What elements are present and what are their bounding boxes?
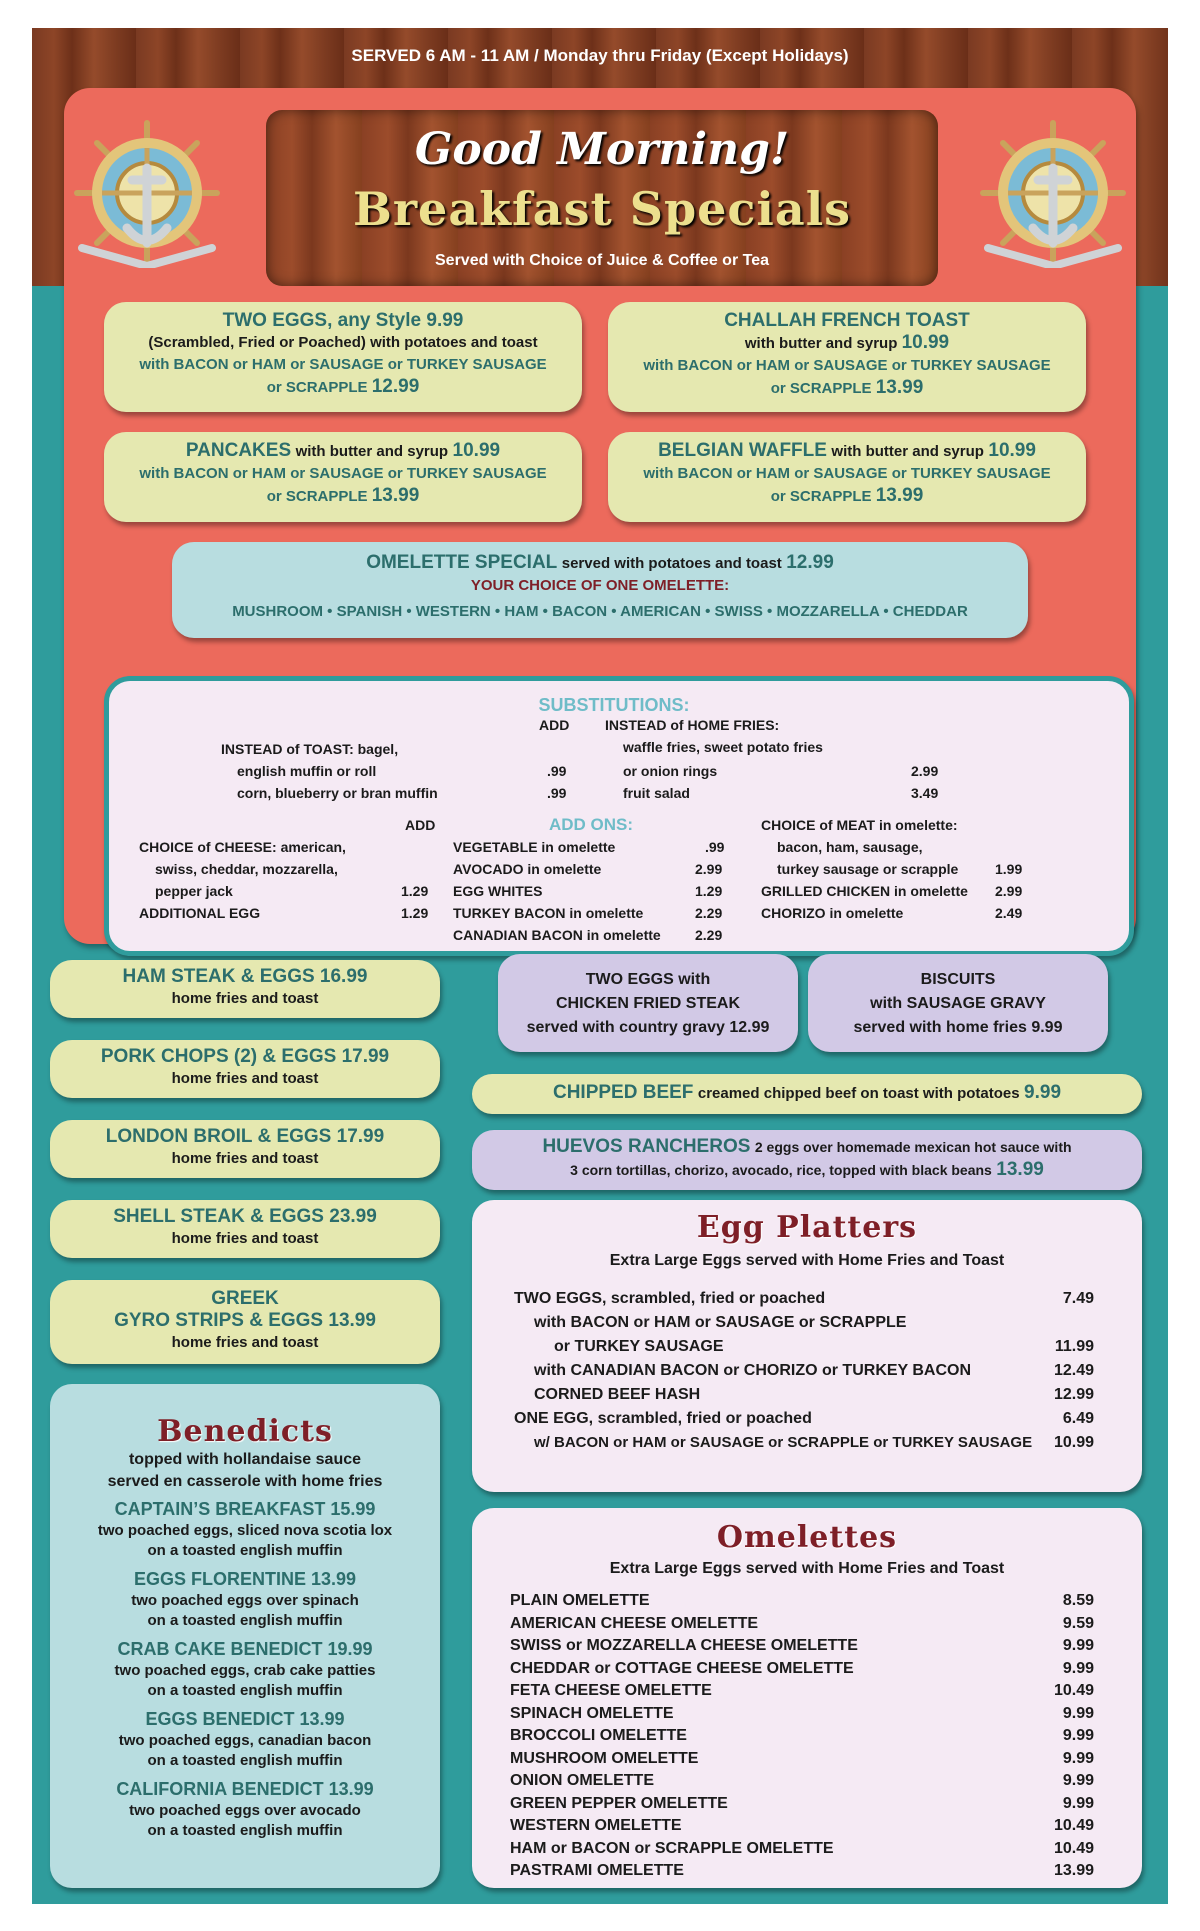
benedicts-sub-1: topped with hollandaise sauce [128,1451,362,1468]
cheese-3: pepper jack [155,883,233,899]
huevos-desc-2: 3 corn tortillas, chorizo, avocado, rice, topped with black beans [570,1162,992,1178]
pork-chops-desc: home fries and toast [171,1070,319,1087]
platter-price: 12.99 [1053,1386,1094,1403]
platter-row: TWO EGGS, scrambled, fried or poached [514,1290,826,1307]
breakfast-specials-title: Breakfast Specials [352,182,852,236]
cfs-line-2: CHICKEN FRIED STEAK [555,995,740,1012]
subst-fries-1: INSTEAD of HOME FRIES: [605,717,780,733]
benedict-desc-2: on a toasted english muffin [147,1752,343,1769]
subst-fries-4-price: 3.49 [911,785,939,801]
platter-row: with BACON or HAM or SAUSAGE or SCRAPPLE [534,1314,907,1331]
omelette-row: GREEN PEPPER OMELETTE [510,1794,728,1812]
addon-chorizo-price: 2.49 [995,905,1023,921]
egg-platters-title: Egg Platters [696,1210,918,1245]
benedict-desc-2: on a toasted english muffin [147,1682,343,1699]
two-eggs-meat-price: 12.99 [371,376,420,397]
gyro-name-1: GREEK [211,1288,279,1309]
benedict-name: CALIFORNIA BENEDICT 13.99 [116,1779,374,1799]
meat-3-price: 1.99 [995,861,1023,877]
addon-chicken: GRILLED CHICKEN in omelette [761,883,968,899]
omelettes-box [472,1508,1142,1888]
benedict-desc-1: two poached eggs over avocado [129,1802,361,1819]
menu-frame [32,28,1168,1904]
two-eggs-price: 9.99 [426,310,464,331]
subst-fries-3-price: 2.99 [911,763,939,779]
omelette-price: 9.99 [1062,1772,1094,1789]
omelette-row: ONION OMELETTE [510,1772,654,1789]
platter-price: 6.49 [1062,1410,1094,1427]
ship-wheel-anchor-icon [72,118,222,268]
pancakes-price: 10.99 [452,440,501,461]
omelette-special-price: 12.99 [786,552,834,573]
omelette-row: SWISS or MOZZARELLA CHEESE OMELETTE [510,1637,858,1654]
biscuits-line-3: served with home fries 9.99 [853,1019,1063,1036]
pancakes-or-scrapple: or SCRAPPLE [266,488,368,505]
subst-fries-2: waffle fries, sweet potato fries [623,739,823,755]
benedict-desc-1: two poached eggs, crab cake patties [114,1662,376,1679]
benedicts-box [50,1384,440,1888]
chicken-fried-steak-item [498,954,798,1052]
challah-or-scrapple: or SCRAPPLE [770,380,872,397]
chipped-beef-desc: creamed chipped beef on toast with potatoes [697,1085,1020,1102]
london-broil-desc: home fries and toast [171,1150,319,1167]
omelette-price: 9.99 [1062,1749,1094,1767]
challah-name: CHALLAH FRENCH TOAST [724,310,970,331]
omelette-row: FETA CHEESE OMELETTE [510,1682,712,1699]
title-sign [266,110,938,286]
chipped-beef-item [472,1074,1142,1114]
cheese-1: CHOICE of CHEESE: american, [139,839,346,855]
benedict-item [50,1707,440,1771]
huevos-desc: 2 eggs over homemade mexican hot sauce with [754,1139,1072,1155]
omelette-row: WESTERN OMELETTE [510,1817,682,1834]
shell-steak-item [50,1200,440,1258]
platter-price: 10.99 [1053,1434,1094,1451]
london-broil-name: LONDON BROIL & EGGS [105,1126,332,1147]
omelette-row: BROCCOLI OMELETTE [510,1727,687,1744]
challah-meat-price: 13.99 [875,377,924,398]
platter-row: CORNED BEEF HASH [534,1386,701,1403]
huevos-name: HUEVOS RANCHEROS [542,1136,751,1157]
omelette-row: MUSHROOM OMELETTE [510,1749,699,1767]
extra-egg: ADDITIONAL EGG [139,905,261,921]
breakfast-subtitle: Served with Choice of Juice & Coffee or Tea [435,252,769,269]
waffle-desc: with butter and syrup [831,443,984,460]
biscuits-line-1: BISCUITS [920,971,996,988]
platter-price: 7.49 [1062,1290,1094,1307]
extra-egg-price: 1.29 [401,905,429,921]
two-eggs-name: TWO EGGS, any Style [222,310,422,331]
addon-veg-price: .99 [705,839,725,855]
platter-price: 12.49 [1053,1362,1094,1379]
two-eggs-with-meat: with BACON or HAM or SAUSAGE or TURKEY SAUSAGE [139,356,547,373]
omelette-price: 8.59 [1062,1592,1094,1609]
two-eggs-desc: (Scrambled, Fried or Poached) with potatoes and toast [148,334,538,351]
addon-turkey-price: 2.29 [695,905,723,921]
benedict-desc-1: two poached eggs, sliced nova scotia lox [97,1522,393,1539]
cfs-line-3: served with country gravy 12.99 [526,1019,770,1036]
addon-turkey: TURKEY BACON in omelette [453,905,644,921]
benedict-item [50,1637,440,1701]
cfs-line-1: TWO EGGS with [585,971,711,988]
two-eggs-or-scrapple: or SCRAPPLE [266,379,368,396]
addon-avocado-price: 2.99 [695,861,723,877]
challah-with-meat: with BACON or HAM or SAUSAGE or TURKEY SAUSAGE [643,357,1051,374]
cheese-2: swiss, cheddar, mozzarella, [155,861,338,877]
gyro-item [50,1280,440,1364]
platter-row: or TURKEY SAUSAGE [554,1338,724,1355]
benedict-name: EGGS BENEDICT 13.99 [145,1709,345,1729]
benedict-item [50,1777,440,1841]
substitutions-title: SUBSTITUTIONS: [538,695,690,715]
omelette-list: MUSHROOM • SPANISH • WESTERN • HAM • BACON • AMERICAN • SWISS • MOZZARELLA • CHEDDAR [232,603,968,620]
subst-add-header-2: ADD [405,817,436,833]
omelette-price: 9.99 [1062,1659,1094,1677]
pancakes-special [104,432,582,522]
subst-toast-3: corn, blueberry or bran muffin [237,785,438,801]
meat-3: turkey sausage or scrapple [777,861,959,877]
addons-title: ADD ONS: [549,815,634,834]
benedicts-sub-2: served en casserole with home fries [107,1473,383,1490]
good-morning-title: Good Morning! [414,124,790,175]
omelette-special [172,542,1028,638]
ham-steak-item [50,960,440,1018]
challah-price: 10.99 [901,332,950,353]
waffle-name: BELGIAN WAFFLE [658,440,827,461]
ship-wheel-anchor-icon-right [978,118,1128,268]
chipped-beef-price: 9.99 [1024,1082,1062,1103]
addon-whites-price: 1.29 [695,883,723,899]
two-eggs-special [104,302,582,412]
challah-desc: with butter and syrup [744,335,898,352]
omelette-row: SPINACH OMELETTE [510,1704,674,1722]
egg-platters-box [472,1200,1142,1492]
benedict-desc-1: two poached eggs, canadian bacon [118,1732,372,1749]
omelette-row: PASTRAMI OMELETTE [510,1862,684,1879]
omelette-row: CHEDDAR or COTTAGE CHEESE OMELETTE [510,1659,854,1677]
omelette-choice: YOUR CHOICE OF ONE OMELETTE: [470,577,730,594]
subst-toast-2: english muffin or roll [237,763,377,779]
omelette-price: 13.99 [1053,1862,1094,1879]
biscuits-line-2: with SAUSAGE GRAVY [870,995,1046,1012]
shell-steak-name: SHELL STEAK & EGGS [113,1206,324,1227]
benedict-desc-2: on a toasted english muffin [147,1612,343,1629]
waffle-meat-price: 13.99 [875,485,924,506]
subst-toast-1: INSTEAD of TOAST: bagel, [221,741,399,757]
london-broil-item [50,1120,440,1178]
substitutions-box [104,676,1134,956]
platter-price: 11.99 [1054,1338,1094,1355]
waffle-or-scrapple: or SCRAPPLE [770,488,872,505]
served-hours: SERVED 6 AM - 11 AM / Monday thru Friday (Except Holidays) [351,46,849,65]
omelette-price: 9.59 [1062,1614,1094,1632]
omelette-special-desc: served with potatoes and toast [561,555,782,572]
omelette-row: AMERICAN CHEESE OMELETTE [510,1614,759,1632]
cheese-3-price: 1.29 [401,883,429,899]
omelette-price: 9.99 [1062,1794,1094,1812]
omelette-special-name: OMELETTE SPECIAL [366,552,558,573]
gyro-price: 13.99 [328,1310,376,1331]
subst-toast-2-price: .99 [547,763,567,779]
omelettes-sub: Extra Large Eggs served with Home Fries and Toast [609,1560,1005,1577]
addon-canadian: CANADIAN BACON in omelette [453,927,661,943]
subst-add-header: ADD [539,717,570,733]
gyro-name-2: GYRO STRIPS & EGGS [114,1310,324,1331]
benedict-item [50,1497,440,1561]
meat-2: bacon, ham, sausage, [777,839,923,855]
benedict-desc-2: on a toasted english muffin [147,1822,343,1839]
waffle-with-meat: with BACON or HAM or SAUSAGE or TURKEY SAUSAGE [643,465,1051,482]
benedict-name: CRAB CAKE BENEDICT 19.99 [117,1639,373,1659]
platter-row: ONE EGG, scrambled, fried or poached [514,1410,812,1427]
addon-chorizo: CHORIZO in omelette [761,905,904,921]
gyro-desc: home fries and toast [171,1334,319,1351]
omelette-price: 10.49 [1053,1817,1094,1834]
omelettes-title: Omelettes [716,1520,898,1555]
pancakes-with-meat: with BACON or HAM or SAUSAGE or TURKEY SAUSAGE [139,465,547,482]
omelette-price: 9.99 [1062,1637,1094,1654]
subst-toast-3-price: .99 [547,785,567,801]
pork-chops-price: 17.99 [341,1046,390,1067]
subst-fries-4: fruit salad [623,785,690,801]
ham-steak-desc: home fries and toast [171,990,319,1007]
platter-row: with CANADIAN BACON or CHORIZO or TURKEY BACON [534,1362,972,1379]
pork-chops-item [50,1040,440,1098]
addon-whites: EGG WHITES [453,883,543,899]
benedict-desc-2: on a toasted english muffin [147,1542,343,1559]
omelette-price: 9.99 [1062,1704,1094,1722]
benedicts-title: Benedicts [157,1414,333,1449]
addon-canadian-price: 2.29 [695,927,723,943]
ham-steak-price: 16.99 [319,966,368,987]
pancakes-meat-price: 13.99 [371,485,420,506]
omelette-row: HAM or BACON or SCRAPPLE OMELETTE [510,1839,834,1857]
huevos-price: 13.99 [996,1159,1044,1180]
pancakes-desc: with butter and syrup [295,443,449,460]
shell-steak-price: 23.99 [329,1206,377,1227]
omelette-price: 9.99 [1062,1727,1094,1744]
meat-1: CHOICE of MEAT in omelette: [761,817,958,833]
london-broil-price: 17.99 [336,1126,385,1147]
benedict-name: EGGS FLORENTINE 13.99 [133,1569,357,1589]
shell-steak-desc: home fries and toast [171,1230,319,1247]
biscuits-item [808,954,1108,1052]
addon-avocado: AVOCADO in omelette [453,861,602,877]
subst-fries-3: or onion rings [623,763,718,779]
ham-steak-name: HAM STEAK & EGGS [122,966,315,987]
chipped-beef-name: CHIPPED BEEF [552,1082,694,1103]
omelette-price: 10.49 [1053,1682,1094,1699]
pork-chops-name: PORK CHOPS (2) & EGGS [100,1046,337,1067]
huevos-rancheros-item [472,1130,1142,1190]
waffle-price: 10.99 [988,440,1036,461]
addon-veg: VEGETABLE in omelette [453,839,616,855]
omelette-row: PLAIN OMELETTE [510,1592,650,1609]
pancakes-name: PANCAKES [185,440,292,461]
platter-row: w/ BACON or HAM or SAUSAGE or SCRAPPLE or TURKEY SAUSAGE [534,1434,1033,1451]
challah-special [608,302,1086,412]
benedict-desc-1: two poached eggs over spinach [131,1592,359,1609]
addon-chicken-price: 2.99 [995,883,1023,899]
benedict-name: CAPTAIN’S BREAKFAST 15.99 [114,1499,376,1519]
waffle-special [608,432,1086,522]
egg-platters-sub: Extra Large Eggs served with Home Fries and Toast [609,1252,1005,1269]
omelette-price: 10.49 [1053,1839,1094,1857]
benedict-item [50,1567,440,1631]
